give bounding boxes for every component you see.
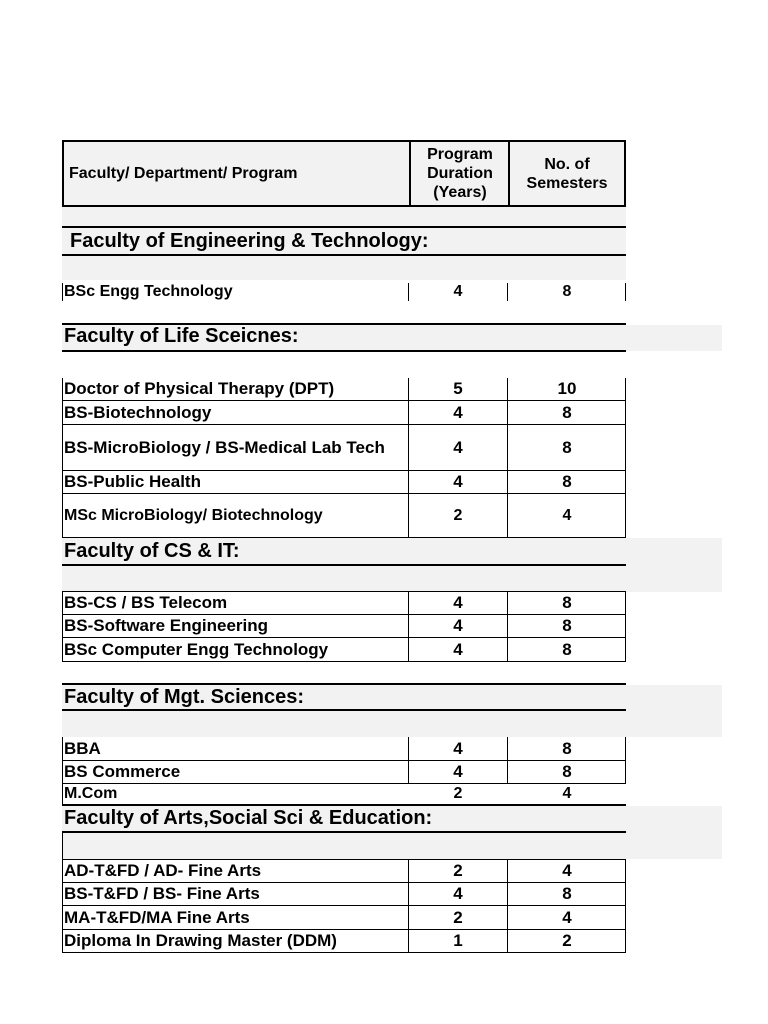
table-row: [62, 401, 626, 424]
header-duration-line3: (Years): [433, 184, 487, 201]
program-duration: 4: [453, 884, 463, 903]
cell-border: [408, 283, 409, 301]
table-row: [62, 281, 626, 303]
table-row: [62, 494, 626, 537]
table-row: [62, 883, 626, 905]
program-duration: 4: [453, 593, 463, 612]
section-title-cs-it: Faculty of CS & IT:: [64, 540, 240, 562]
program-duration: 1: [453, 931, 463, 950]
program-duration: 4: [453, 402, 463, 422]
section-border: [62, 564, 626, 566]
section-title-engineering: Faculty of Engineering & Technology:: [70, 230, 429, 252]
section-border: [62, 350, 626, 352]
row-border: [62, 952, 626, 953]
header-semesters-line1: No. of: [544, 155, 590, 173]
program-semesters: 4: [562, 861, 572, 880]
table-row: [62, 378, 626, 400]
program-semesters: 8: [562, 593, 572, 612]
row-border: [62, 661, 626, 662]
program-name: BBA: [64, 738, 101, 758]
program-semesters: 8: [562, 283, 572, 300]
header-duration-column: [411, 142, 509, 205]
program-duration: 4: [453, 437, 463, 457]
table-row: [62, 860, 626, 882]
header-duration-line1: Program: [427, 146, 493, 163]
table-row: [62, 471, 626, 493]
program-duration: 4: [453, 762, 463, 781]
program-duration: 4: [453, 616, 463, 635]
cell-border: [625, 283, 626, 301]
header-semesters-column: [510, 142, 624, 205]
program-name: BS-T&FD / BS- Fine Arts: [64, 884, 260, 903]
program-semesters: 8: [562, 402, 572, 422]
program-duration: 4: [453, 472, 463, 491]
section-border: [62, 709, 626, 711]
program-name: M.Com: [64, 785, 118, 802]
table-row: [62, 761, 626, 783]
program-semesters: 8: [562, 738, 572, 758]
section-border: [62, 831, 626, 833]
program-name: BS-MicroBiology / BS-Medical Lab Tech: [64, 437, 385, 457]
program-semesters: 2: [562, 931, 572, 950]
program-semesters: 8: [562, 437, 572, 457]
section-title-arts: Faculty of Arts,Social Sci & Education:: [64, 807, 433, 829]
table-row: [62, 930, 626, 952]
program-semesters: 8: [562, 884, 572, 903]
program-duration: 2: [453, 506, 463, 524]
program-semesters: 8: [562, 616, 572, 635]
program-semesters: 8: [562, 639, 572, 659]
program-duration: 4: [453, 639, 463, 659]
table-row: [62, 737, 626, 760]
spacer-band: [62, 256, 626, 280]
program-name: BS Commerce: [64, 762, 181, 781]
program-semesters: 4: [562, 506, 572, 524]
program-semesters: 4: [562, 907, 572, 927]
table-row: [62, 425, 626, 470]
program-name: AD-T&FD / AD- Fine Arts: [64, 861, 262, 880]
section-title-life-sciences: Faculty of Life Sceicnes:: [64, 325, 299, 347]
program-name: BSc Computer Engg Technology: [64, 639, 329, 659]
table-row: [62, 784, 626, 804]
table-row: [62, 906, 626, 929]
program-name: BS-Software Engineering: [64, 616, 269, 635]
table-row: [62, 615, 626, 637]
header-duration-line2: Duration: [427, 165, 493, 182]
program-name: MSc MicroBiology/ Biotechnology: [64, 506, 323, 524]
program-name: Doctor of Physical Therapy (DPT): [64, 379, 335, 398]
program-duration: 5: [453, 379, 463, 398]
header-program-label: Faculty/ Department/ Program: [69, 165, 298, 182]
program-duration: 2: [453, 861, 463, 880]
spacer-band: [62, 207, 626, 227]
cell-border: [62, 283, 63, 301]
header-program-column: [69, 142, 409, 205]
program-semesters: 8: [562, 762, 572, 781]
table-row: [62, 592, 626, 614]
table-row: [62, 638, 626, 661]
program-duration: 4: [453, 283, 463, 300]
program-name: BSc Engg Technology: [64, 283, 233, 300]
program-semesters: 4: [562, 785, 572, 802]
program-name: BS-Biotechnology: [64, 402, 212, 422]
program-duration: 2: [453, 785, 463, 802]
program-semesters: 10: [557, 379, 577, 398]
program-name: MA-T&FD/MA Fine Arts: [64, 907, 250, 927]
program-name: BS-CS / BS Telecom: [64, 593, 228, 612]
program-semesters: 8: [562, 472, 572, 491]
header-semesters-line2: Semesters: [526, 174, 608, 192]
cell-border: [507, 283, 508, 301]
program-name: BS-Public Health: [64, 472, 201, 491]
section-title-mgt-sciences: Faculty of Mgt. Sciences:: [64, 686, 305, 708]
program-duration: 4: [453, 738, 463, 758]
program-duration: 2: [453, 907, 463, 927]
table-header: [62, 140, 626, 207]
program-name: Diploma In Drawing Master (DDM): [64, 931, 337, 950]
